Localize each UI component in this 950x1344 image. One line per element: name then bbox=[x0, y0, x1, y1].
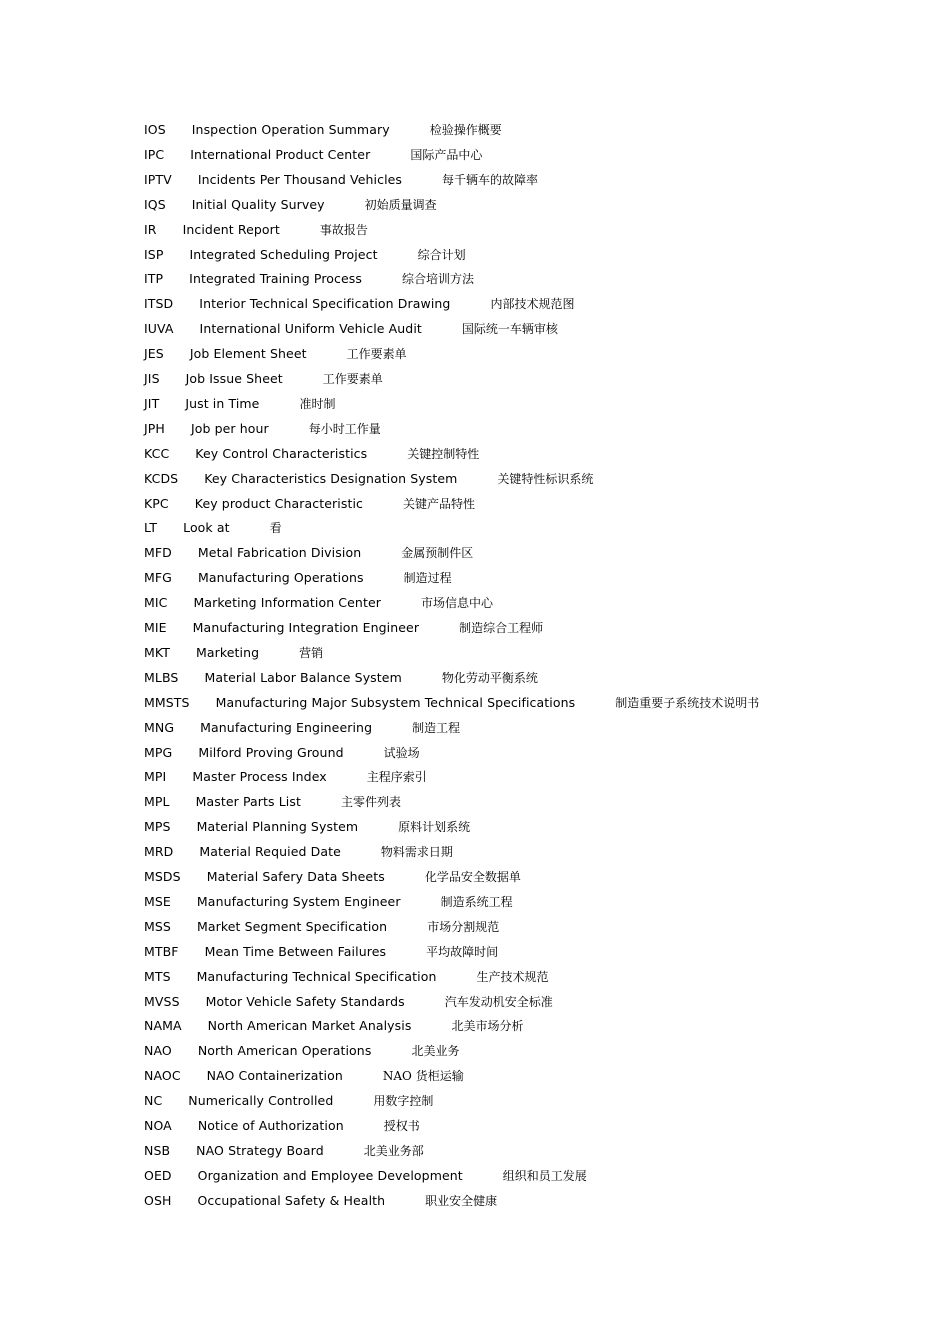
entry-chinese-term: NAO 货柜运输 bbox=[382, 1069, 464, 1084]
entry-chinese-term: 组织和员工发展 bbox=[502, 1168, 587, 1183]
entry-english-term: Organization and Employee Development bbox=[197, 1167, 463, 1183]
entry-english-term: Initial Quality Survey bbox=[191, 196, 325, 212]
glossary-entry bbox=[144, 743, 420, 763]
entry-chinese-term: 生产技术规范 bbox=[476, 969, 549, 984]
entry-abbreviation: ITP bbox=[144, 271, 164, 287]
entry-chinese-term: 内部技术规范图 bbox=[490, 297, 575, 312]
glossary-entry bbox=[144, 369, 383, 389]
entry-english-term: NAO Strategy Board bbox=[196, 1142, 324, 1158]
glossary-entry bbox=[144, 494, 475, 514]
entry-chinese-term: 授权书 bbox=[383, 1119, 420, 1133]
entry-abbreviation: OSH bbox=[144, 1192, 172, 1208]
entry-english-term: North American Market Analysis bbox=[207, 1018, 412, 1034]
entry-abbreviation: ITSD bbox=[144, 296, 174, 312]
entry-chinese-term: 市场信息中心 bbox=[420, 596, 493, 611]
entry-abbreviation: NAMA bbox=[144, 1018, 182, 1034]
glossary-entry bbox=[144, 1141, 424, 1161]
entry-chinese-term: 制造工程 bbox=[412, 720, 461, 735]
glossary-entry bbox=[144, 120, 502, 140]
glossary-entry bbox=[144, 1166, 587, 1186]
entry-english-term: Marketing Information Center bbox=[193, 595, 381, 611]
entry-abbreviation: KCC bbox=[144, 445, 170, 461]
glossary-entry bbox=[144, 394, 335, 414]
entry-chinese-term: 北美市场分析 bbox=[451, 1019, 524, 1034]
entry-english-term: Mean Time Between Failures bbox=[204, 943, 387, 959]
entry-chinese-term: 综合培训方法 bbox=[402, 272, 475, 287]
entry-abbreviation: MIE bbox=[144, 620, 167, 635]
entry-english-term: Job Element Sheet bbox=[189, 346, 307, 362]
entry-english-term: Material Safery Data Sheets bbox=[206, 869, 385, 884]
entry-abbreviation: MFD bbox=[144, 545, 172, 561]
entry-english-term: Material Requied Date bbox=[199, 844, 341, 860]
glossary-entry bbox=[144, 892, 513, 912]
entry-abbreviation: IUVA bbox=[144, 321, 174, 337]
glossary-entry bbox=[144, 718, 460, 738]
entry-chinese-term: 看 bbox=[269, 521, 282, 536]
glossary-entry bbox=[144, 195, 437, 215]
entry-abbreviation: NC bbox=[144, 1093, 163, 1109]
entry-english-term: Master Parts List bbox=[195, 794, 301, 810]
entry-english-term: Material Labor Balance System bbox=[204, 669, 402, 685]
entry-abbreviation: KPC bbox=[144, 495, 169, 511]
entry-english-term: Integrated Training Process bbox=[189, 271, 363, 287]
entry-chinese-term: 国际统一车辆审核 bbox=[461, 322, 558, 337]
entry-english-term: Integrated Scheduling Project bbox=[189, 246, 378, 262]
entry-abbreviation: JIT bbox=[144, 395, 160, 411]
glossary-entry bbox=[144, 220, 368, 240]
entry-english-term: Look at bbox=[183, 520, 230, 536]
entry-english-term: Manufacturing Technical Specification bbox=[196, 968, 437, 984]
entry-chinese-term: 每小时工作量 bbox=[308, 421, 381, 436]
entry-chinese-term: 物料需求日期 bbox=[380, 845, 453, 860]
entry-english-term: Manufacturing Operations bbox=[197, 570, 364, 586]
entry-english-term: Marketing bbox=[195, 644, 260, 660]
entry-chinese-term: 原料计划系统 bbox=[398, 820, 471, 835]
glossary-entry bbox=[144, 1066, 464, 1086]
entry-chinese-term: 关键特性标识系统 bbox=[497, 471, 594, 486]
entry-english-term: Incident Report bbox=[182, 221, 280, 237]
entry-chinese-term: 主程序索引 bbox=[366, 770, 427, 785]
entry-english-term: Notice of Authorization bbox=[197, 1118, 344, 1133]
entry-abbreviation: OED bbox=[144, 1167, 172, 1183]
entry-english-term: Metal Fabrication Division bbox=[197, 545, 362, 561]
entry-english-term: Manufacturing System Engineer bbox=[196, 893, 401, 909]
entry-english-term: Incidents Per Thousand Vehicles bbox=[197, 171, 403, 187]
entry-chinese-term: 工作要素单 bbox=[322, 372, 383, 386]
entry-chinese-term: 制造系统工程 bbox=[440, 894, 513, 909]
glossary-entry bbox=[144, 170, 538, 190]
glossary-entry bbox=[144, 767, 427, 787]
entry-english-term: Motor Vehicle Safety Standards bbox=[205, 993, 405, 1009]
entry-english-term: Market Segment Specification bbox=[196, 918, 388, 934]
glossary-entry bbox=[144, 543, 473, 563]
entry-chinese-term: 北美业务 bbox=[411, 1044, 460, 1059]
entry-english-term: Master Process Index bbox=[192, 769, 327, 785]
entry-abbreviation: MPL bbox=[144, 794, 170, 810]
entry-english-term: Job Issue Sheet bbox=[185, 371, 283, 386]
entry-chinese-term: 综合计划 bbox=[417, 247, 466, 262]
entry-abbreviation: NSB bbox=[144, 1142, 171, 1158]
entry-english-term: Manufacturing Integration Engineer bbox=[192, 620, 420, 635]
entry-abbreviation: MIC bbox=[144, 595, 168, 611]
glossary-entry bbox=[144, 1116, 420, 1136]
entry-chinese-term: 国际产品中心 bbox=[410, 147, 483, 162]
entry-chinese-term: 检验操作概要 bbox=[429, 123, 502, 137]
entry-english-term: Just in Time bbox=[185, 395, 260, 411]
glossary-entry bbox=[144, 618, 543, 638]
entry-abbreviation: IQS bbox=[144, 196, 166, 212]
entry-english-term: International Uniform Vehicle Audit bbox=[199, 321, 422, 337]
entry-chinese-term: 平均故障时间 bbox=[426, 944, 499, 959]
entry-abbreviation: MSS bbox=[144, 918, 171, 934]
entry-abbreviation: NAOC bbox=[144, 1068, 181, 1084]
glossary-entry bbox=[144, 319, 558, 339]
glossary-entry bbox=[144, 245, 466, 265]
entry-abbreviation: MMSTS bbox=[144, 694, 190, 710]
entry-abbreviation: IPC bbox=[144, 146, 165, 162]
entry-english-term: Inspection Operation Summary bbox=[191, 122, 390, 137]
entry-chinese-term: 金属预制件区 bbox=[401, 546, 474, 561]
entry-abbreviation: IR bbox=[144, 221, 157, 237]
glossary-entry bbox=[144, 792, 401, 812]
glossary-entry bbox=[144, 942, 498, 962]
entry-chinese-term: 关键产品特性 bbox=[403, 496, 476, 511]
entry-abbreviation: KCDS bbox=[144, 470, 179, 486]
entry-abbreviation: JES bbox=[144, 346, 164, 362]
glossary-entry bbox=[144, 145, 482, 165]
entry-chinese-term: 北美业务部 bbox=[363, 1143, 424, 1158]
glossary-entry bbox=[144, 1041, 459, 1061]
entry-english-term: Key Characteristics Designation System bbox=[204, 470, 458, 486]
entry-abbreviation: MRD bbox=[144, 844, 174, 860]
glossary-entry bbox=[144, 668, 538, 688]
entry-english-term: Key product Characteristic bbox=[194, 495, 363, 511]
glossary-entry bbox=[144, 444, 479, 464]
glossary-entry bbox=[144, 693, 759, 713]
entry-english-term: Interior Technical Specification Drawing bbox=[199, 296, 451, 312]
entry-abbreviation: JPH bbox=[144, 420, 165, 436]
entry-chinese-term: 制造过程 bbox=[403, 571, 452, 586]
entry-chinese-term: 初始质量调查 bbox=[364, 197, 437, 212]
entry-chinese-term: 汽车发动机安全标准 bbox=[444, 994, 553, 1009]
entry-abbreviation: MPS bbox=[144, 819, 171, 835]
entry-abbreviation: MLBS bbox=[144, 669, 179, 685]
entry-chinese-term: 制造重要子系统技术说明书 bbox=[615, 695, 760, 710]
entry-abbreviation: LT bbox=[144, 520, 158, 536]
glossary-entry bbox=[144, 1191, 497, 1211]
glossary-entry bbox=[144, 568, 452, 588]
entry-abbreviation: MFG bbox=[144, 570, 172, 586]
entry-chinese-term: 关键控制特性 bbox=[407, 446, 480, 461]
glossary-entry bbox=[144, 992, 553, 1012]
glossary-entry bbox=[144, 1091, 433, 1111]
entry-chinese-term: 试验场 bbox=[383, 745, 420, 760]
entry-abbreviation: NOA bbox=[144, 1118, 172, 1133]
entry-english-term: Material Planning System bbox=[196, 819, 359, 835]
entry-abbreviation: IOS bbox=[144, 122, 166, 137]
entry-abbreviation: ISP bbox=[144, 246, 164, 262]
glossary-entry bbox=[144, 419, 381, 439]
glossary-entry bbox=[144, 269, 474, 289]
entry-chinese-term: 准时制 bbox=[299, 396, 336, 411]
glossary-entry bbox=[144, 867, 521, 887]
entry-english-term: Numerically Controlled bbox=[188, 1093, 334, 1109]
entry-chinese-term: 营销 bbox=[299, 645, 324, 660]
entry-abbreviation: MSE bbox=[144, 893, 171, 909]
entry-abbreviation: NAO bbox=[144, 1043, 172, 1059]
entry-abbreviation: MSDS bbox=[144, 869, 181, 884]
entry-abbreviation: MTBF bbox=[144, 943, 179, 959]
entry-chinese-term: 主零件列表 bbox=[340, 795, 401, 810]
entry-chinese-term: 每千辆车的故障率 bbox=[442, 172, 539, 187]
entry-english-term: Occupational Safety & Health bbox=[197, 1192, 386, 1208]
entry-chinese-term: 制造综合工程师 bbox=[459, 621, 544, 635]
entry-abbreviation: MKT bbox=[144, 644, 170, 660]
entry-english-term: Manufacturing Engineering bbox=[200, 719, 373, 735]
entry-english-term: Manufacturing Major Subsystem Technical Specifications bbox=[215, 694, 576, 710]
entry-english-term: Key Control Characteristics bbox=[195, 445, 368, 461]
entry-abbreviation: JIS bbox=[144, 371, 160, 386]
glossary-entry bbox=[144, 469, 593, 489]
entry-english-term: North American Operations bbox=[197, 1043, 372, 1059]
entry-chinese-term: 工作要素单 bbox=[346, 347, 407, 362]
glossary-entry bbox=[144, 344, 407, 364]
entry-english-term: NAO Containerization bbox=[206, 1068, 343, 1084]
entry-chinese-term: 职业安全健康 bbox=[425, 1193, 498, 1208]
entry-abbreviation: IPTV bbox=[144, 171, 172, 187]
glossary-entry bbox=[144, 643, 323, 663]
entry-english-term: Milford Proving Ground bbox=[198, 744, 344, 760]
glossary-entry bbox=[144, 593, 493, 613]
glossary-entry bbox=[144, 967, 549, 987]
glossary-entry bbox=[144, 917, 499, 937]
glossary-entry bbox=[144, 817, 470, 837]
entry-chinese-term: 事故报告 bbox=[319, 222, 368, 237]
entry-chinese-term: 用数字控制 bbox=[373, 1094, 434, 1109]
entry-abbreviation: MVSS bbox=[144, 993, 180, 1009]
entry-abbreviation: MTS bbox=[144, 968, 171, 984]
entry-english-term: Job per hour bbox=[190, 420, 269, 436]
entry-chinese-term: 化学品安全数据单 bbox=[424, 870, 521, 884]
entry-abbreviation: MPI bbox=[144, 769, 167, 785]
entry-abbreviation: MPG bbox=[144, 744, 173, 760]
entry-abbreviation: MNG bbox=[144, 719, 175, 735]
entry-chinese-term: 市场分割规范 bbox=[427, 919, 500, 934]
glossary-entry bbox=[144, 842, 453, 862]
entry-english-term: International Product Center bbox=[190, 146, 371, 162]
glossary-entry bbox=[144, 294, 574, 314]
glossary-entry bbox=[144, 1016, 524, 1036]
entry-chinese-term: 物化劳动平衡系统 bbox=[441, 670, 538, 685]
glossary-entry bbox=[144, 518, 282, 538]
